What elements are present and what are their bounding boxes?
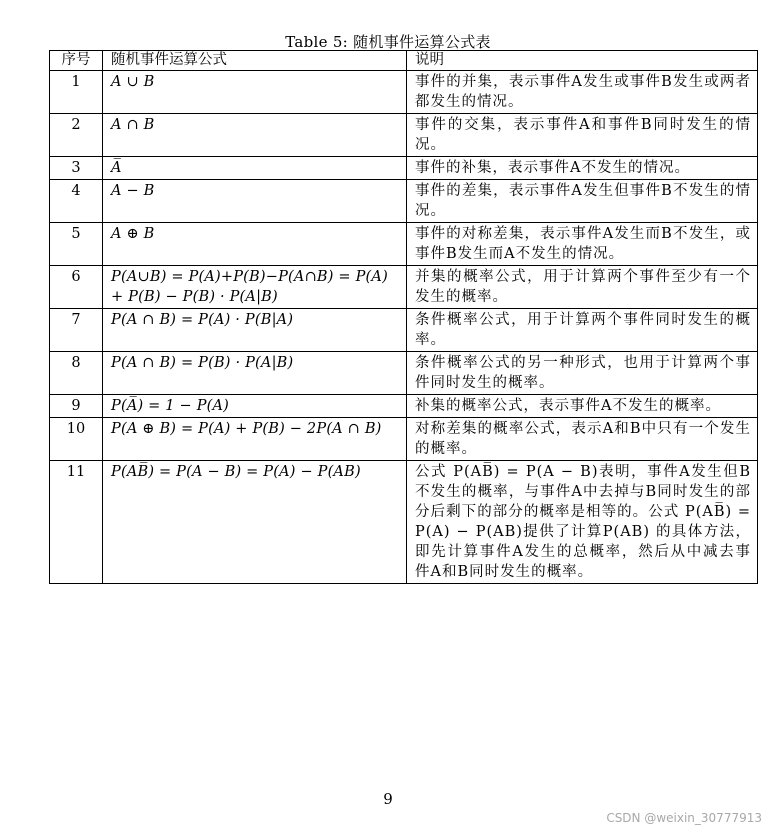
row-formula: P(A ∩ B) = P(A) · P(B|A): [103, 309, 407, 352]
header-formula: 随机事件运算公式: [103, 51, 407, 71]
table-row: [50, 266, 758, 309]
row-formula: A ∪ B: [103, 71, 407, 114]
row-index: 11: [50, 461, 103, 584]
table-row: [50, 461, 758, 584]
table-row: [50, 352, 758, 395]
row-formula: P(A∪B) = P(A)+P(B)−P(A∩B) = P(A) + P(B) − P(B) · P(A|B): [103, 266, 407, 309]
row-index: 8: [50, 352, 103, 395]
row-index: 4: [50, 180, 103, 223]
watermark: CSDN @weixin_30777913: [606, 811, 762, 825]
row-description: 事件的并集，表示事件A发生或事件B发生或两者都发生的情况。: [407, 71, 758, 114]
table-row: [50, 114, 758, 157]
row-description: 事件的补集，表示事件A不发生的情况。: [407, 157, 758, 180]
row-formula: P(A̅) = 1 − P(A): [103, 395, 407, 418]
row-description: 对称差集的概率公式，表示A和B中只有一个发生的概率。: [407, 418, 758, 461]
table-row: [50, 418, 758, 461]
table-row: [50, 180, 758, 223]
row-formula: A ⊕ B: [103, 223, 407, 266]
table-caption: Table 5: 随机事件运算公式表: [285, 33, 491, 51]
header-description: 说明: [407, 51, 758, 71]
row-description: 事件的交集，表示事件A和事件B同时发生的情况。: [407, 114, 758, 157]
row-formula: P(A ∩ B) = P(B) · P(A|B): [103, 352, 407, 395]
table-header-row: [50, 51, 758, 71]
row-description: 条件概率公式的另一种形式，也用于计算两个事件同时发生的概率。: [407, 352, 758, 395]
table-row: [50, 71, 758, 114]
header-index: 序号: [50, 51, 103, 71]
row-index: 5: [50, 223, 103, 266]
table-row: [50, 395, 758, 418]
row-description: 事件的差集，表示事件A发生但事件B不发生的情况。: [407, 180, 758, 223]
row-description: 补集的概率公式，表示事件A不发生的概率。: [407, 395, 758, 418]
row-description: 条件概率公式，用于计算两个事件同时发生的概率。: [407, 309, 758, 352]
row-formula: A̅: [103, 157, 407, 180]
row-description: 事件的对称差集，表示事件A发生而B不发生，或事件B发生而A不发生的情况。: [407, 223, 758, 266]
table-row: [50, 157, 758, 180]
page-number: 9: [383, 790, 393, 808]
row-formula: P(A ⊕ B) = P(A) + P(B) − 2P(A ∩ B): [103, 418, 407, 461]
formula-table: [49, 50, 758, 584]
row-index: 3: [50, 157, 103, 180]
row-index: 9: [50, 395, 103, 418]
table-row: [50, 309, 758, 352]
table-row: [50, 223, 758, 266]
row-index: 6: [50, 266, 103, 309]
row-description: 并集的概率公式，用于计算两个事件至少有一个发生的概率。: [407, 266, 758, 309]
row-formula: A − B: [103, 180, 407, 223]
row-index: 7: [50, 309, 103, 352]
row-index: 1: [50, 71, 103, 114]
row-index: 10: [50, 418, 103, 461]
row-formula: P(AB̅) = P(A − B) = P(A) − P(AB): [103, 461, 407, 584]
row-description: 公式 P(AB̅) = P(A − B)表明，事件A发生但B不发生的概率，与事件A中去掉与B同时发生的部分后剩下的部分的概率是相等的。公式 P(AB̅) = P(A) − P(AB)提供了计算P(AB) 的具体方法，即先计算事件A发生的总概率，然后从中减去事件A和B同时发生的概率。: [407, 461, 758, 584]
row-index: 2: [50, 114, 103, 157]
row-formula: A ∩ B: [103, 114, 407, 157]
